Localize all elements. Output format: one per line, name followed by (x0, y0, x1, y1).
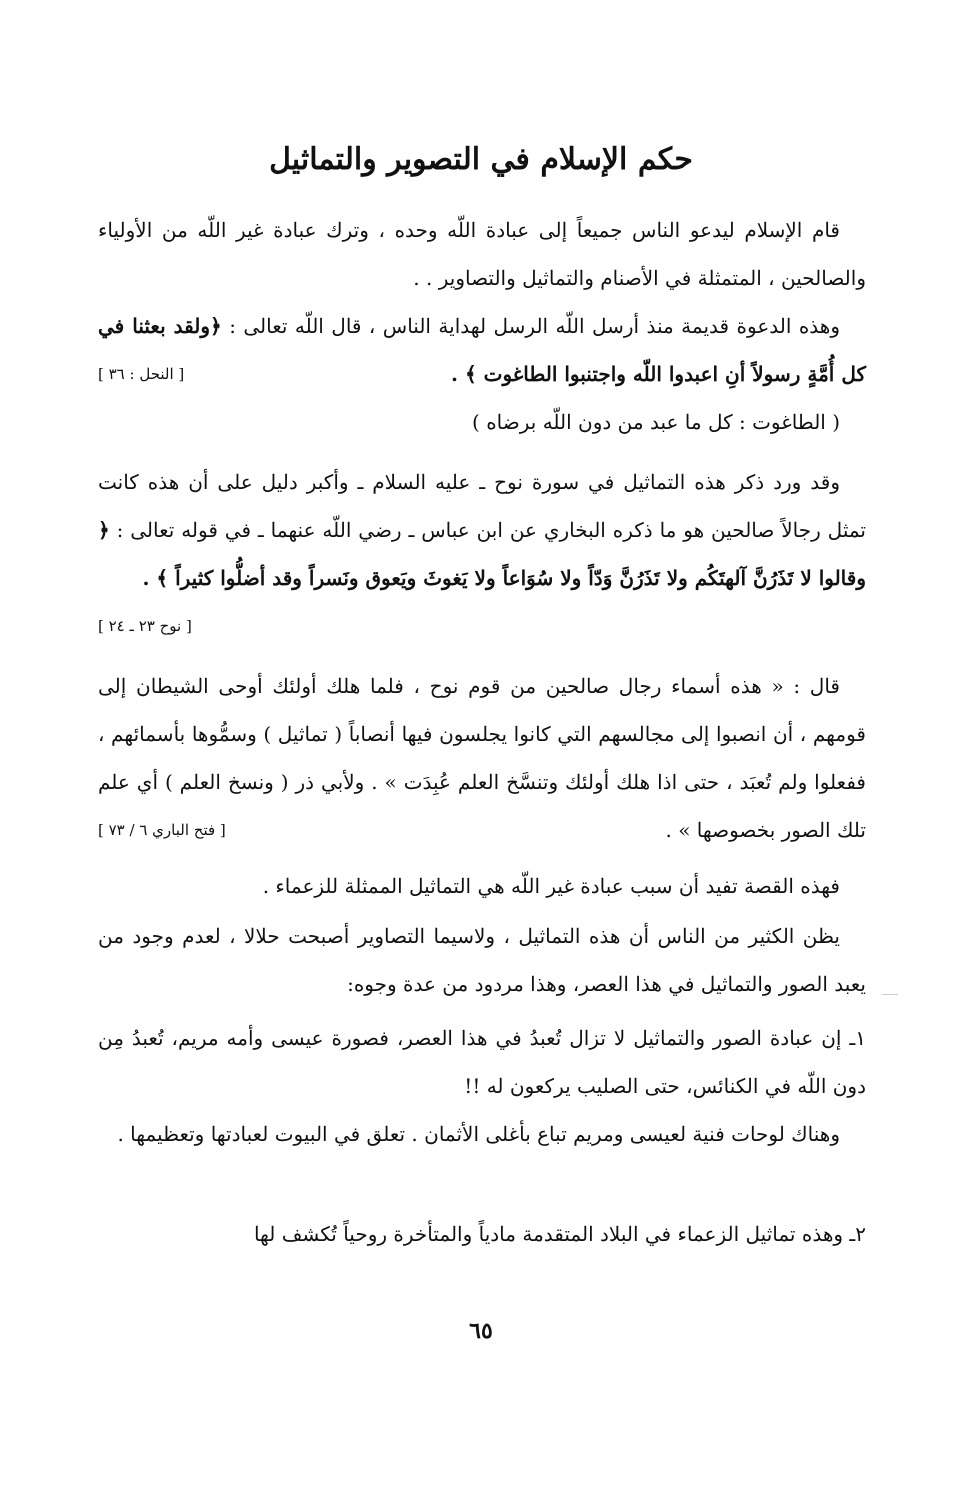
page-number: ٦٥ (469, 1318, 493, 1344)
paragraph-9 (98, 1110, 866, 1158)
margin-mark (882, 994, 898, 995)
paragraph-4-text (98, 458, 866, 635)
paragraph-3-text: ( الطاغوت : كل ما عبد من دون اللّه برضاه ) (472, 410, 840, 434)
reference-fath-albari: [ فتح الباري ٦ / ٧٣ ] (98, 821, 226, 839)
paragraph-9-text: وهناك لوحات فنية لعيسى ومريم تباع بأغلى الأثمان . تعلق في البيوت لعبادتها وتعظيمها . (117, 1122, 840, 1146)
paragraph-7 (98, 912, 866, 1008)
paragraph-7-text: يظن الكثير من الناس أن هذه التماثيل ، ولاسيما التصاوير أصبحت حلالا ، لعدم وجود من يعبد الصور والتماثيل في هذا العصر، وهذا مردود من عدة وجوه: (98, 924, 866, 996)
paragraph-2-text (98, 302, 866, 398)
quran-verse-nuh: ﴿ وقالوا لا تَذَرُنَّ آلهتَكُم ولا تَذَرُنَّ وَدّاً ولا سُوَاعاً ولا يَغوثَ ويَعوق ونَسراً وقد أضلُّوا كثيراً ﴾ . (98, 518, 866, 590)
paragraph-5-text (98, 662, 866, 854)
page-title: حكم الإسلام في التصوير والتماثيل (269, 142, 693, 177)
paragraph-4-body: وقد ورد ذكر هذه التماثيل في سورة نوح ـ عليه السلام ـ وأكبر دليل على أن هذه كانت تمثل رجالاً صالحين هو ما ذكره البخاري عن ابن عباس ـ رضي اللّه عنهما ـ في قوله تعالى : (98, 470, 866, 542)
paragraph-2-intro: وهذه الدعوة قديمة منذ أرسل اللّه الرسل لهداية الناس ، قال اللّه تعالى : (229, 314, 841, 338)
paragraph-4 (98, 458, 866, 650)
paragraph-2 (98, 302, 866, 398)
paragraph-5-body: قال : « هذه أسماء رجال صالحين من قوم نوح ، فلما هلك أولئك أوحى الشيطان إلى قومهم ، أن انصبوا إلى مجالسهم التي كانوا يجلسون فيها أنصاباً ( تماثيل ) وسمُّوها بأسمائهم ، ففعلوا ولم تُعبَد ، حتى اذا هلك أولئك وتنسَّخ العلم عُبِدَت » . ولأبي ذر ( ونسخ العلم ) أي علم تلك الصور بخصوصها » . (98, 674, 866, 842)
paragraph-8-text: ١ـ إن عبادة الصور والتماثيل لا تزال تُعبدُ في هذا العصر، فصورة عيسى وأمه مريم، تُعبدُ مِن دون اللّه في الكنائس، حتى الصليب يركعون له !! (98, 1026, 866, 1098)
paragraph-10 (98, 1210, 866, 1258)
paragraph-1 (98, 206, 866, 302)
reference-nuh: [ نوح ٢٣ ـ ٢٤ ] (98, 617, 192, 635)
quran-verse-nahl: ﴿ولقد بعثنا في كل أُمَّةٍ رسولاً أنِ اعبدوا اللّه واجتنبوا الطاغوت ﴾ . (98, 314, 866, 386)
paragraph-10-text: ٢ـ وهذه تماثيل الزعماء في البلاد المتقدمة مادياً والمتأخرة روحياً تُكشف لها (253, 1222, 866, 1246)
paragraph-3 (98, 398, 866, 446)
reference-nahl: [ النحل : ٣٦ ] (98, 365, 185, 383)
paragraph-6-text: فهذه القصة تفيد أن سبب عبادة غير اللّه هي التماثيل الممثلة للزعماء . (262, 874, 840, 898)
paragraph-1-text: قام الإسلام ليدعو الناس جميعاً إلى عبادة اللّه وحده ، وترك عبادة غير اللّه من الأولياء والصالحين ، المتمثلة في الأصنام والتماثيل والتصاوير . . (98, 218, 866, 290)
paragraph-6 (98, 862, 866, 910)
paragraph-8 (98, 1014, 866, 1110)
paragraph-5 (98, 662, 866, 854)
